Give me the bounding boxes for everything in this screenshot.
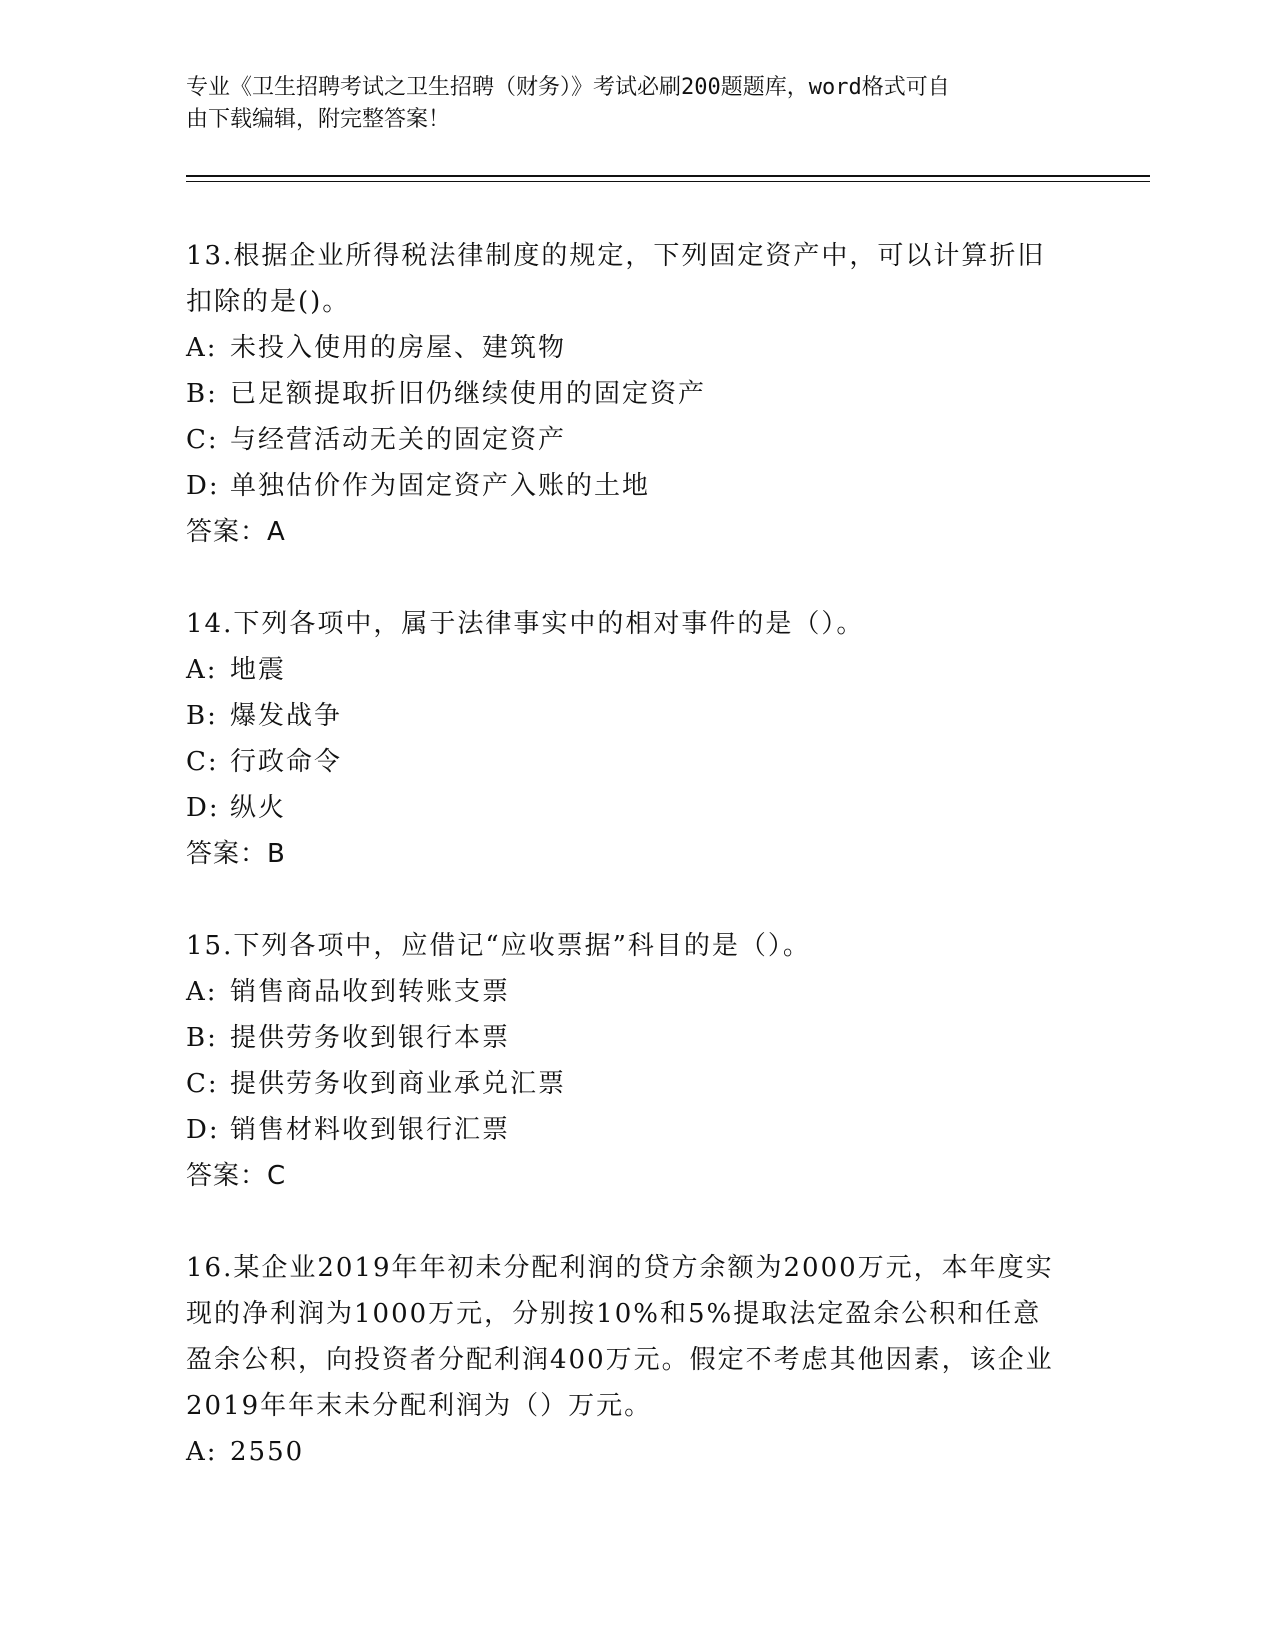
option-key: C: (186, 425, 219, 455)
option-text: 提供劳务收到商业承兑汇票 (230, 1069, 567, 1099)
option-a (186, 969, 1066, 1015)
answer-line: 答案：C (186, 1161, 287, 1191)
question-stem: 13.根据企业所得税法律制度的规定，下列固定资产中，可以计算折旧扣除的是()。 (186, 241, 1046, 317)
option-d (186, 1107, 1066, 1153)
option-c (186, 739, 1066, 785)
answer-line: 答案：B (186, 839, 286, 869)
option-text: 销售商品收到转账支票 (230, 977, 511, 1007)
document-header (186, 72, 1066, 136)
option-text: 地震 (230, 655, 287, 685)
option-text: 纵火 (230, 793, 287, 823)
answer-line: 答案：A (186, 517, 286, 547)
header-divider-thin (186, 181, 1150, 182)
question-list (186, 233, 1066, 1521)
option-text: 已足额提取折旧仍继续使用的固定资产 (230, 379, 707, 409)
option-text: 2550 (230, 1437, 305, 1467)
option-text: 爆发战争 (230, 701, 343, 731)
option-key: C: (186, 747, 219, 777)
header-line-1: 专业《卫生招聘考试之卫生招聘（财务）》考试必刷200题题库，word格式可自 (186, 75, 950, 100)
option-text: 单独估价作为固定资产入账的土地 (230, 471, 651, 501)
question-stem: 16.某企业2019年年初未分配利润的贷方余额为2000万元，本年度实现的净利润为1000万元，分别按10%和5%提取法定盈余公积和任意盈余公积，向投资者分配利润400万元。假定不考虑其他因素，该企业2019年年末未分配利润为（）万元。 (186, 1253, 1054, 1421)
question-16 (186, 1245, 1066, 1475)
option-a (186, 325, 1066, 371)
option-c (186, 417, 1066, 463)
option-text: 与经营活动无关的固定资产 (230, 425, 567, 455)
option-key: B: (186, 701, 218, 731)
header-line-2: 由下载编辑，附完整答案！ (186, 107, 451, 132)
option-key: A: (186, 1437, 218, 1467)
option-text: 未投入使用的房屋、建筑物 (230, 333, 567, 363)
option-key: A: (186, 977, 218, 1007)
option-a (186, 1429, 1066, 1475)
question-14 (186, 601, 1066, 877)
option-key: A: (186, 655, 218, 685)
question-stem: 15.下列各项中，应借记“应收票据”科目的是（）。 (186, 931, 811, 961)
option-key: D: (186, 471, 220, 501)
option-d (186, 463, 1066, 509)
option-key: B: (186, 379, 218, 409)
option-key: B: (186, 1023, 218, 1053)
question-15 (186, 923, 1066, 1199)
option-a (186, 647, 1066, 693)
option-key: D: (186, 793, 220, 823)
option-b (186, 1015, 1066, 1061)
option-text: 提供劳务收到银行本票 (230, 1023, 511, 1053)
option-key: A: (186, 333, 218, 363)
option-key: C: (186, 1069, 219, 1099)
option-b (186, 371, 1066, 417)
option-key: D: (186, 1115, 220, 1145)
option-text: 销售材料收到银行汇票 (230, 1115, 511, 1145)
question-stem: 14.下列各项中，属于法律事实中的相对事件的是（）。 (186, 609, 865, 639)
question-13 (186, 233, 1066, 555)
option-c (186, 1061, 1066, 1107)
option-text: 行政命令 (230, 747, 343, 777)
option-d (186, 785, 1066, 831)
header-divider (186, 175, 1150, 177)
option-b (186, 693, 1066, 739)
